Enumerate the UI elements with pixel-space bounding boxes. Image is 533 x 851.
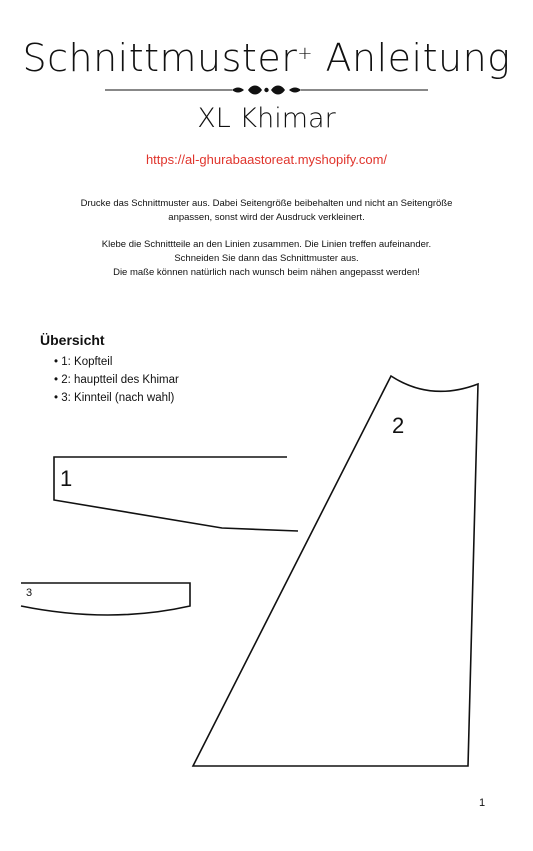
page-subtitle: XL Khimar <box>197 103 336 134</box>
pattern-piece-3 <box>21 583 190 615</box>
shop-link[interactable]: https://al-ghurabaastoreat.myshopify.com/ <box>145 152 388 167</box>
title-rest: Anleitung <box>325 36 511 80</box>
piece-2-label: 2 <box>392 413 405 438</box>
instruction-line: Drucke das Schnittmuster aus. Dabei Seitengröße beibehalten und nicht an Seitengröße <box>80 198 453 209</box>
instruction-line: anpassen, sonst wird der Ausdruck verkleinert. <box>168 212 365 223</box>
title-main: Schnittmuster <box>22 36 298 80</box>
piece-3-label: 3 <box>26 587 33 599</box>
title-plus: + <box>297 43 313 64</box>
instruction-line: Die maße können natürlich nach wunsch beim nähen angepasst werden! <box>113 267 420 278</box>
list-item: • 1: Kopfteil <box>54 353 179 371</box>
list-item: • 3: Kinnteil (nach wahl) <box>54 389 179 407</box>
pattern-piece-1 <box>54 457 298 531</box>
pattern-piece-2 <box>193 376 478 766</box>
list-item: • 2: hauptteil des Khimar <box>54 371 179 389</box>
overview-heading: Übersicht <box>40 332 105 348</box>
instruction-line: Schneiden Sie dann das Schnittmuster aus. <box>174 253 359 264</box>
page-number: 1 <box>479 797 486 809</box>
instruction-line: Klebe die Schnittteile an den Linien zusammen. Die Linien treffen aufeinander. <box>101 239 432 250</box>
piece-1-label: 1 <box>60 466 73 491</box>
